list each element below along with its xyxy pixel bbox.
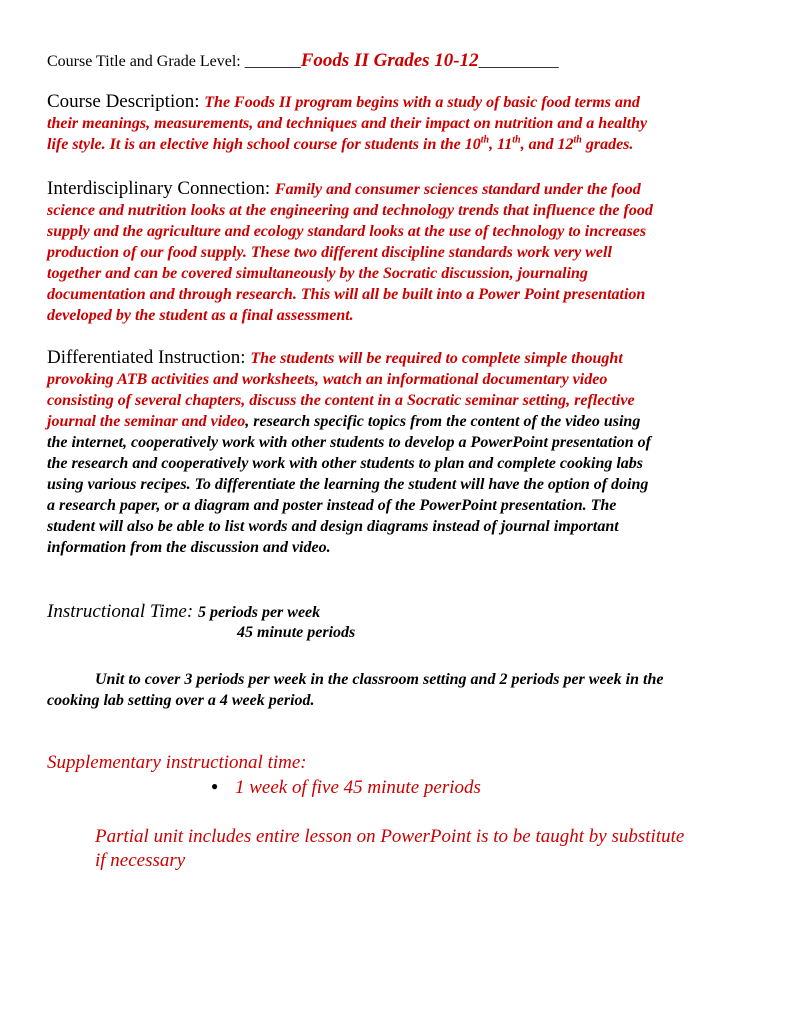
- supplementary-bullet-item: [211, 777, 481, 799]
- interdisciplinary-text: together and can be covered simultaneously by the Socratic discussion, journaling: [47, 265, 588, 282]
- differentiated-text: journal the seminar and video, research specific topics from the content of the video using: [47, 413, 641, 430]
- interdisciplinary-text: Family and consumer sciences standard under the food: [274, 181, 641, 198]
- interdisciplinary-connection: [47, 178, 747, 326]
- course-title-label: Course Title and Grade Level:: [47, 53, 245, 70]
- interdisciplinary-text: supply and the agriculture and ecology standard looks at the use of technology to increases: [47, 223, 647, 240]
- course-description: [47, 91, 747, 155]
- course-description-text: The Foods II program begins with a study of basic food terms and: [204, 94, 640, 111]
- unit-cover-text: Unit to cover 3 periods per week in the classroom setting and 2 periods per week in the cooking lab setting over a 4 week period.: [47, 671, 664, 709]
- interdisciplinary-text: developed by the student as a final assessment.: [47, 307, 354, 324]
- interdisciplinary-heading: Interdisciplinary Connection:: [47, 178, 275, 199]
- course-title-underline-after: __________: [478, 53, 559, 70]
- supplementary-heading: Supplementary instructional time:: [47, 752, 307, 773]
- differentiated-text: using various recipes. To differentiate the learning the student will have the option of doing: [47, 476, 649, 493]
- interdisciplinary-text: science and nutrition looks at the engineering and technology trends that influence the food: [47, 202, 653, 219]
- differentiated-instruction: [47, 347, 747, 558]
- partial-unit-note: Partial unit includes entire lesson on PowerPoint is to be taught by substitute if necessary: [95, 826, 685, 871]
- supplementary-bullet-text: 1 week of five 45 minute periods: [235, 777, 481, 798]
- differentiated-text: the research and cooperatively work with other students to plan and complete cooking labs: [47, 455, 644, 472]
- instructional-time-value: 45 minute periods: [237, 624, 356, 641]
- course-title-underline-before: _______: [244, 53, 301, 70]
- interdisciplinary-text: production of our food supply. These two different discipline standards work very well: [47, 244, 612, 261]
- instructional-time-value: 5 periods per week: [197, 604, 321, 621]
- course-title-value: Foods II Grades 10-12: [300, 50, 479, 71]
- instructional-time-heading: Instructional Time:: [47, 601, 198, 622]
- differentiated-text: the internet, cooperatively work with other students to develop a PowerPoint presentation of: [47, 434, 651, 451]
- differentiated-text: information from the discussion and video.: [47, 539, 331, 556]
- bullet-icon: ●: [211, 779, 219, 793]
- differentiated-text: consisting of several chapters, discuss the content in a Socratic seminar setting, reflective: [47, 392, 635, 409]
- course-description-text: life style. It is an elective high school course for students in the 10th, 11th, and 12th grades.: [47, 134, 634, 153]
- course-title-line: [47, 50, 559, 72]
- differentiated-text: The students will be required to complete simple thought: [250, 350, 623, 367]
- differentiated-heading: Differentiated Instruction:: [47, 347, 251, 368]
- differentiated-text: a research paper, or a diagram and poster instead of the PowerPoint presentation. The: [47, 497, 617, 514]
- instructional-time: [47, 601, 320, 623]
- interdisciplinary-text: documentation and through research. This will all be built into a Power Point presentation: [47, 286, 646, 303]
- differentiated-text: student will also be able to list words and design diagrams instead of journal important: [47, 518, 619, 535]
- course-description-heading: Course Description:: [47, 91, 205, 112]
- course-description-text: their meanings, measurements, and techniques and their impact on nutrition and a healthy: [47, 115, 648, 132]
- differentiated-text: provoking ATB activities and worksheets, watch an informational documentary video: [47, 371, 608, 388]
